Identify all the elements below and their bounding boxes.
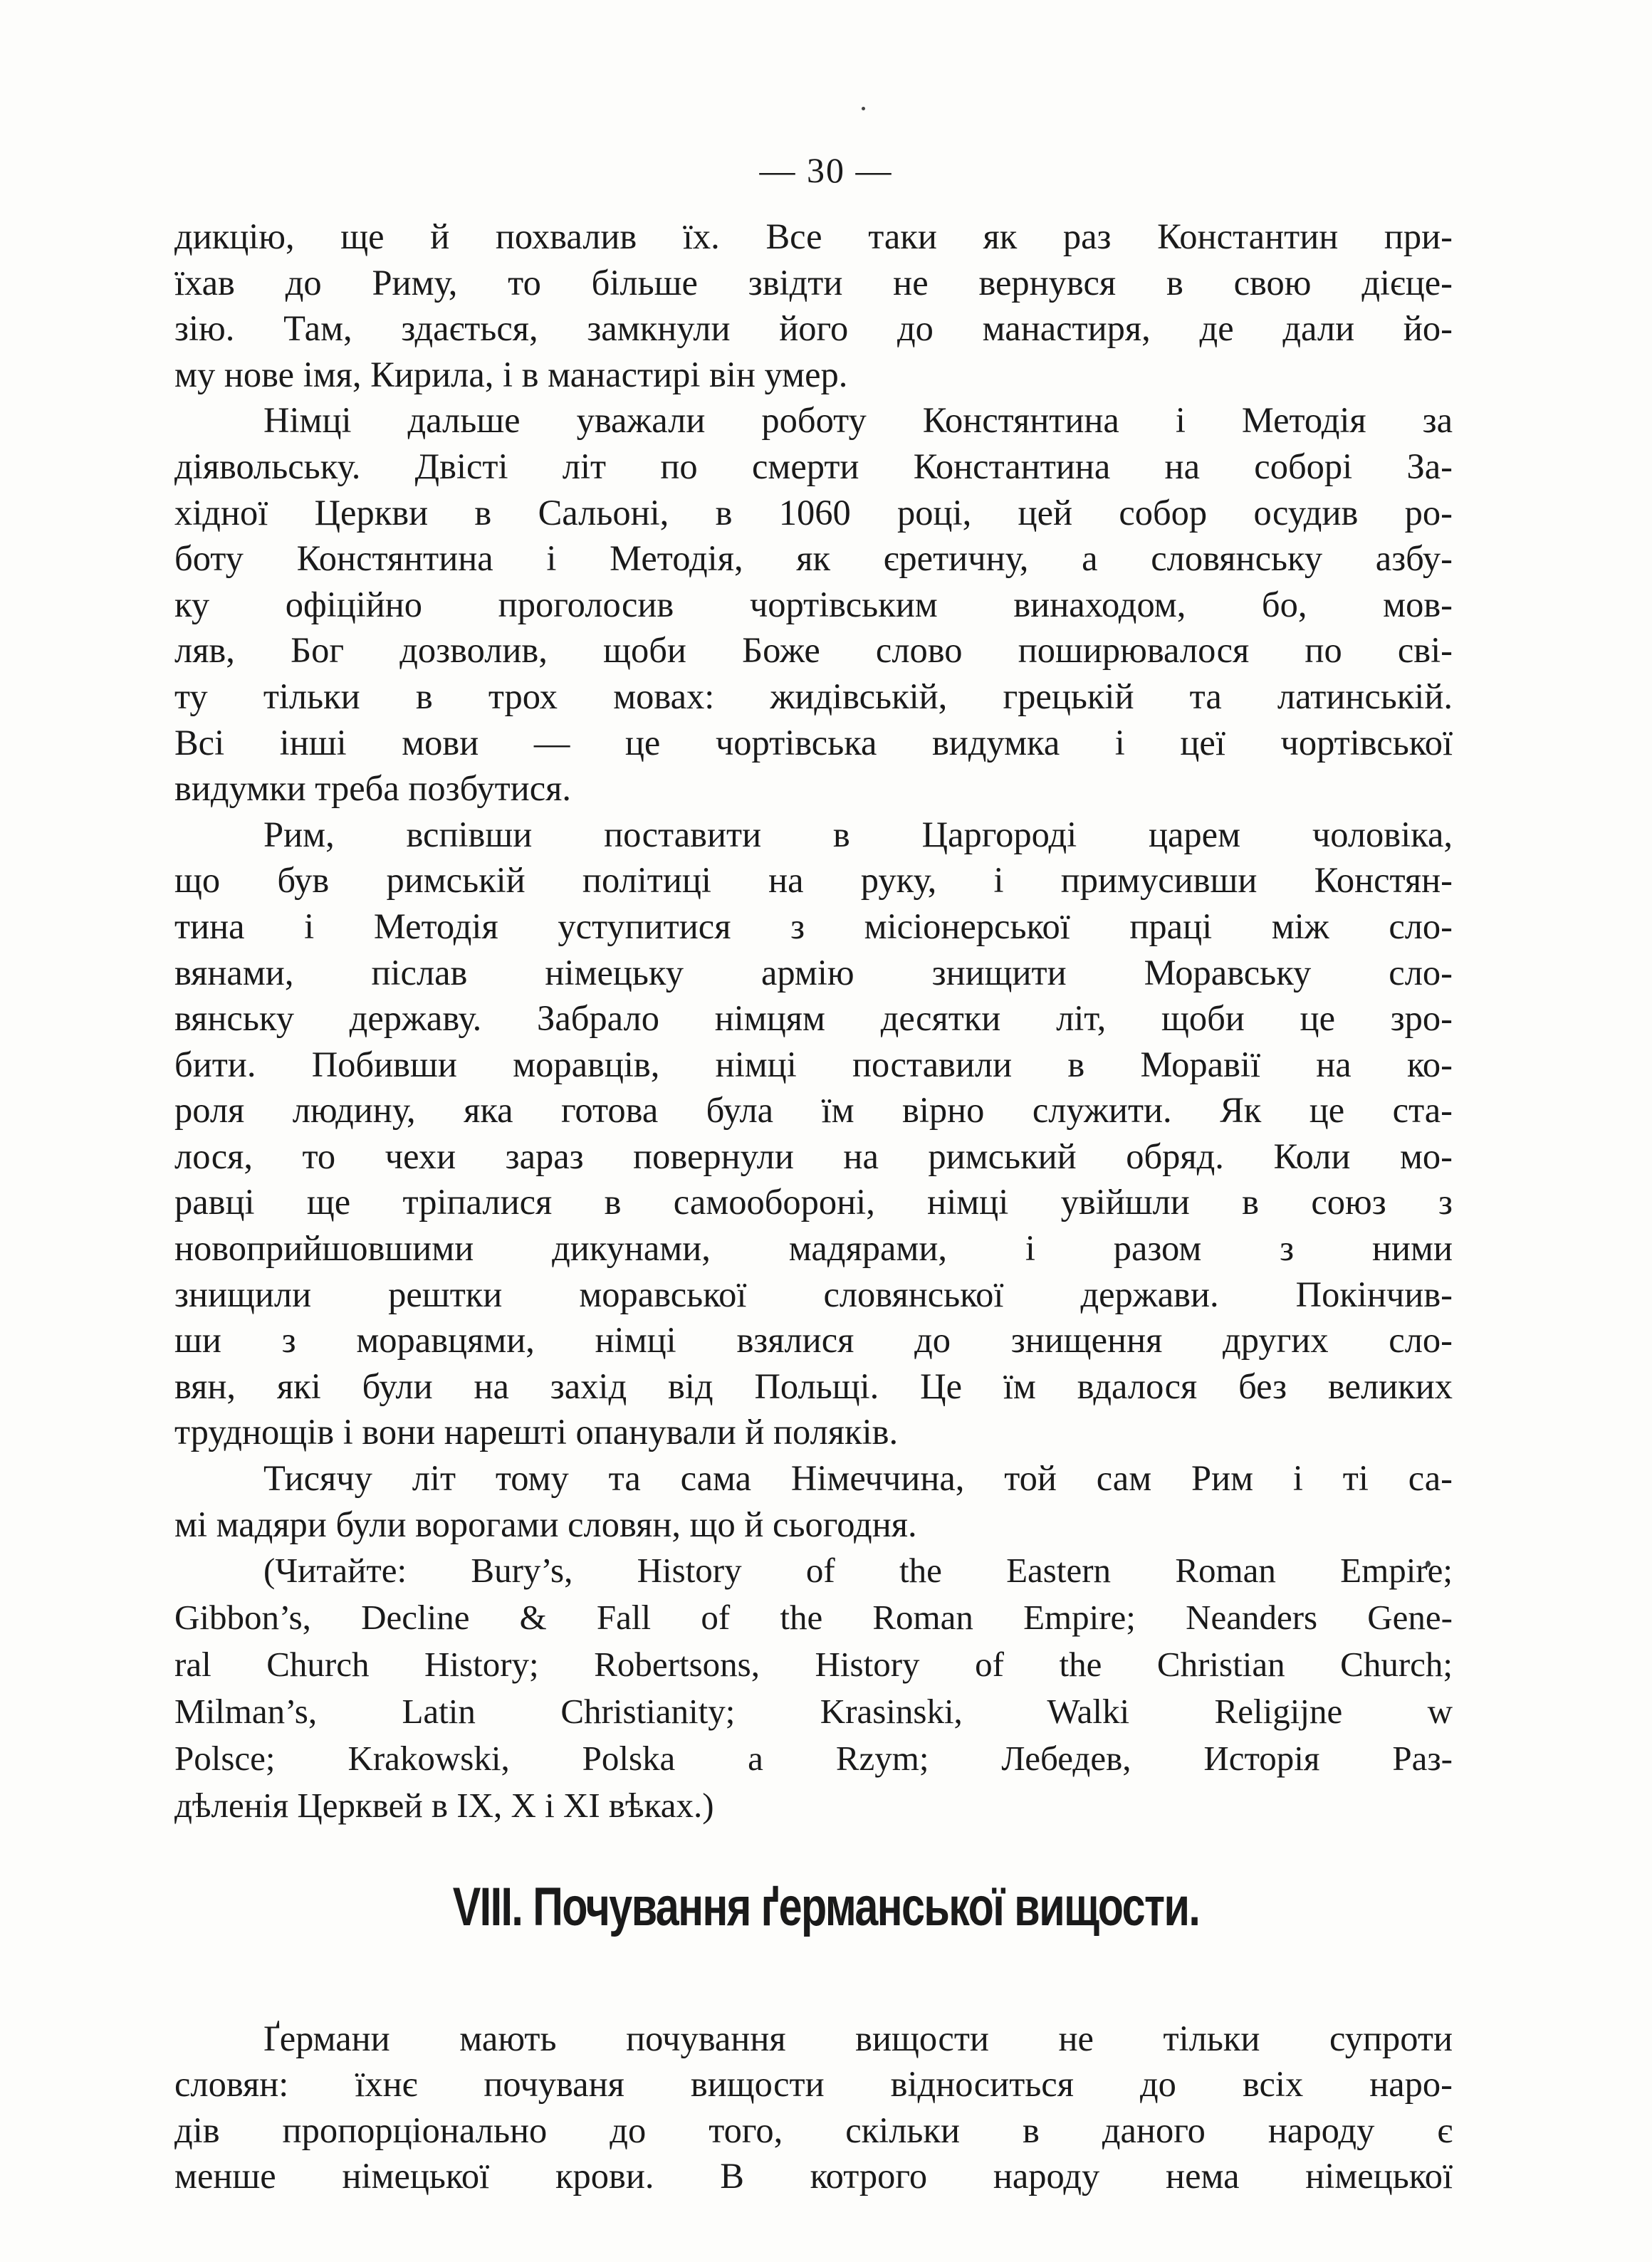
page-number: — 30 —	[759, 150, 893, 190]
text-line: Ґермани мають почування вищости не тільки супроти	[263, 2018, 1453, 2058]
text-line: дикцію, ще й похвалив їх. Все таки як раз Константин при-	[174, 216, 1453, 256]
print-speck	[862, 107, 865, 110]
text-line: роля людину, яка готова була їм вірно служити. Як це ста-	[174, 1090, 1453, 1131]
text-line: їхав до Риму, то більше звідти не вернувся в свою дієце-	[174, 262, 1453, 303]
text-line: ту тільки в трох мовах: жидівській, грецькій та латинській.	[174, 676, 1453, 716]
reference-line: Gibbon’s, Decline & Fall of the Roman Empire; Neanders Gene-	[174, 1598, 1453, 1638]
section-paragraph	[174, 2016, 1453, 2199]
text-line: менше німецької крови. В котрого народу нема німецької	[174, 2156, 1453, 2196]
text-line: Всі інші мови — це чортівська видумка і цеї чортівської	[174, 722, 1453, 763]
text-line: зію. Там, здається, замкнули його до манастиря, де дали йо-	[174, 308, 1453, 349]
text-line: що був римській політиці на руку, і примусивши Констян-	[174, 860, 1453, 901]
paragraph-4	[174, 1455, 1453, 1547]
reference-line: (Читайте: Bury’s, History of the Eastern Roman Empire;	[263, 1551, 1453, 1591]
text-line: мі мадяри були ворогами словян, що й сьогодня.	[174, 1504, 917, 1544]
reference-line: ral Church History; Robertsons, History of the Christian Church;	[174, 1645, 1453, 1685]
text-line: діявольську. Двісті літ по смерти Константина на соборі За-	[174, 446, 1453, 486]
paragraph-3	[174, 812, 1453, 1455]
text-line: Німці дальше уважали роботу Констянтина і Методія за	[263, 400, 1453, 441]
text-line: Тисячу літ тому та сама Німеччина, той сам Рим і ті са-	[263, 1458, 1453, 1499]
text-line: вянами, післав німецьку армію знищити Моравську сло-	[174, 952, 1453, 993]
text-line: тина і Методія уступитися з місіонерської праці між сло-	[174, 906, 1453, 946]
text-line: равці ще тріпалися в самообороні, німці увійшли в союз з	[174, 1182, 1453, 1222]
text-line: труднощів і вони нарешті опанували й поляків.	[174, 1412, 899, 1452]
text-line: боту Констянтина і Методія, як єретичну, а словянську азбу-	[174, 538, 1453, 579]
text-line: бити. Побивши моравців, німці поставили в Моравії на ко-	[174, 1044, 1453, 1084]
text-line: вян, які були на захід від Польщі. Це їм вдалося без великих	[174, 1366, 1453, 1406]
text-line: вянську державу. Забрало німцям десятки літ, щоби це зро-	[174, 998, 1453, 1039]
text-line: му нове імя, Кирила, і в манастирі він умер.	[174, 354, 848, 394]
text-line: Рим, вспівши поставити в Царгороді царем чоловіка,	[263, 814, 1453, 854]
text-line: видумки треба позбутися.	[174, 768, 571, 809]
paragraph-1	[174, 214, 1453, 397]
text-line: ку офіційно проголосив чортівським винаходом, бо, мов-	[174, 584, 1453, 624]
reference-line: Milman’s, Latin Christianity; Krasinski, Walki Religijne w	[174, 1692, 1453, 1732]
text-line: словян: їхнє почуваня вищости відноситься до всіх наро-	[174, 2064, 1453, 2105]
text-line: лося, то чехи зараз повернули на римський обряд. Коли мо-	[174, 1136, 1453, 1176]
references-paragraph	[174, 1547, 1453, 1829]
section-text	[174, 1979, 1453, 2235]
paragraph-2	[174, 397, 1453, 811]
text-line: дів пропорціонально до того, скільки в даного народу є	[174, 2110, 1453, 2150]
text-line: новоприйшовшими дикунами, мадярами, і разом з ними	[174, 1228, 1453, 1269]
reference-line: Polsce; Krakowski, Polska a Rzym; Лебедев, Исторія Раз-	[174, 1739, 1453, 1779]
section-heading: VIII. Почування ґерманської вищости.	[452, 1877, 1200, 1937]
text-line: хідної Церкви в Сальоні, в 1060 році, цей собор осудив ро-	[174, 492, 1453, 533]
text-line: ши з моравцями, німці взялися до знищення других сло-	[174, 1320, 1453, 1361]
main-text	[174, 214, 1453, 1829]
text-line: ляв, Бог дозволив, щоби Боже слово поширювалося по сві-	[174, 630, 1453, 671]
text-line: знищили рештки моравської словянської держави. Покінчив-	[174, 1274, 1453, 1314]
reference-line: дѣленія Церквей в IX, X і XI вѣках.)	[174, 1786, 714, 1826]
